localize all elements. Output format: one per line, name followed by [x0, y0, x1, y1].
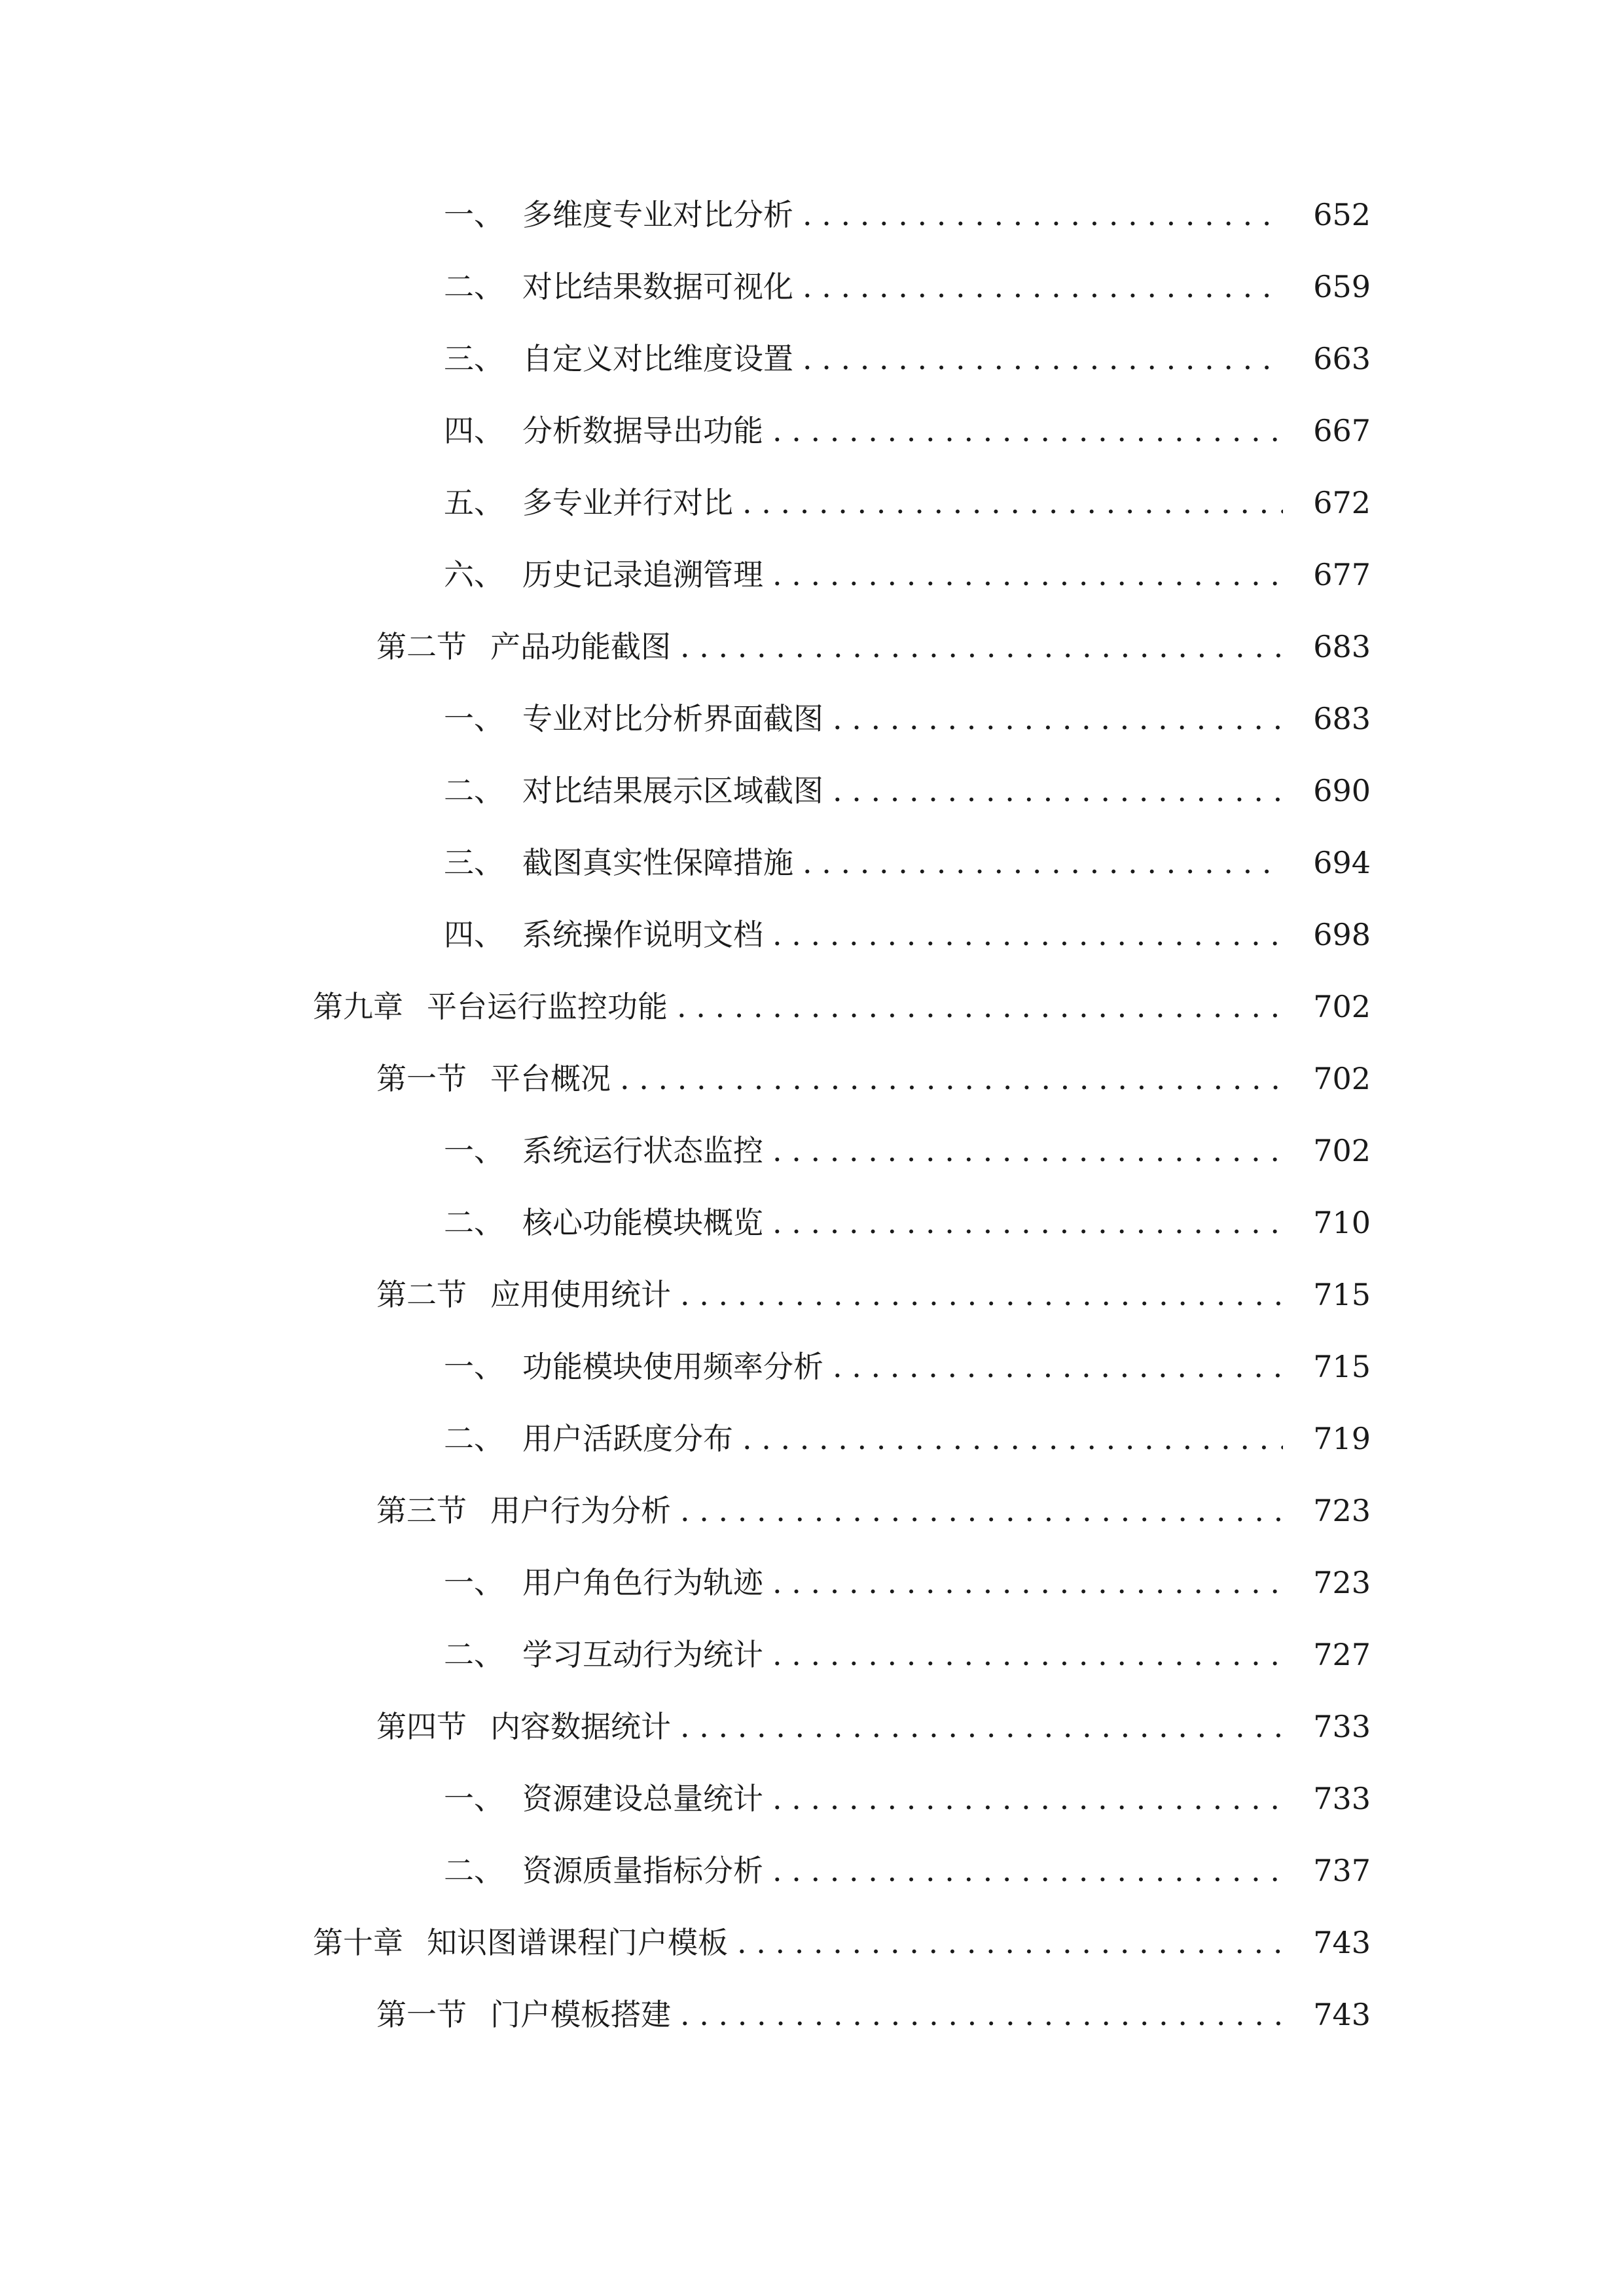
table-of-contents [0, 196, 1624, 2068]
toc-entry-page: 677 [1313, 557, 1371, 592]
toc-entry-number: 二、 [444, 1421, 504, 1456]
toc-entry-label [444, 556, 763, 593]
dot-leader [680, 1492, 1283, 1529]
toc-entry[interactable] [444, 1564, 1371, 1636]
toc-entry-number: 第九章 [313, 989, 403, 1024]
toc-entry[interactable] [444, 1852, 1371, 1924]
toc-entry-page: 672 [1313, 485, 1371, 520]
toc-entry-number: 二、 [444, 1853, 504, 1888]
toc-entry-title: 产品功能截图 [490, 629, 671, 664]
toc-entry-title: 分析数据导出功能 [522, 413, 763, 448]
dot-leader [772, 916, 1283, 953]
toc-entry-title: 知识图谱课程门户模板 [427, 1925, 728, 1960]
toc-entry-number: 第三节 [376, 1493, 467, 1528]
toc-entry-label [444, 484, 733, 521]
toc-entry-number: 一、 [444, 1565, 504, 1600]
toc-entry-label [444, 844, 793, 881]
toc-entry-label [376, 1996, 671, 2033]
toc-entry[interactable] [313, 988, 1371, 1060]
toc-entry-number: 六、 [444, 557, 504, 592]
toc-entry-page: 733 [1313, 1781, 1371, 1816]
toc-entry-label [444, 1780, 763, 1817]
dot-leader [803, 268, 1283, 305]
toc-entry-title: 系统操作说明文档 [522, 917, 763, 952]
toc-entry-title: 系统运行状态监控 [522, 1133, 763, 1168]
dot-leader [833, 772, 1283, 809]
toc-entry-title: 对比结果展示区域截图 [522, 773, 823, 808]
toc-entry-title: 核心功能模块概览 [522, 1205, 763, 1240]
toc-entry-page: 723 [1313, 1565, 1371, 1600]
toc-entry-title: 自定义对比维度设置 [522, 341, 793, 376]
toc-entry-number: 二、 [444, 1637, 504, 1672]
toc-entry-title: 平台运行监控功能 [427, 989, 668, 1024]
toc-entry-title: 截图真实性保障措施 [522, 845, 793, 880]
dot-leader [620, 1060, 1283, 1097]
toc-entry-label [444, 412, 763, 449]
toc-entry-label [376, 1492, 671, 1529]
toc-entry-number: 二、 [444, 1205, 504, 1240]
toc-entry-title: 资源建设总量统计 [522, 1781, 763, 1816]
toc-entry-label [376, 628, 671, 665]
toc-entry-title: 历史记录追溯管理 [522, 557, 763, 592]
dot-leader [772, 1564, 1283, 1601]
dot-leader [680, 628, 1283, 665]
toc-entry-page: 727 [1313, 1637, 1371, 1672]
toc-entry[interactable] [313, 1924, 1371, 1996]
toc-entry-label [444, 700, 823, 737]
toc-entry-number: 第一节 [376, 1997, 467, 2032]
toc-entry-page: 723 [1313, 1493, 1371, 1528]
toc-entry-number: 三、 [444, 845, 504, 880]
toc-entry-number: 一、 [444, 1349, 504, 1384]
toc-entry-number: 二、 [444, 773, 504, 808]
toc-entry[interactable] [444, 700, 1371, 772]
toc-entry-number: 第二节 [376, 1277, 467, 1312]
toc-entry-title: 功能模块使用频率分析 [522, 1349, 823, 1384]
toc-entry[interactable] [444, 1636, 1371, 1708]
toc-entry[interactable] [376, 1708, 1371, 1780]
toc-entry-number: 第一节 [376, 1061, 467, 1096]
toc-entry[interactable] [444, 772, 1371, 844]
toc-entry-page: 702 [1313, 989, 1371, 1024]
dot-leader [772, 556, 1283, 593]
toc-entry-number: 二、 [444, 269, 504, 304]
toc-entry-title: 用户角色行为轨迹 [522, 1565, 763, 1600]
toc-entry-page: 667 [1313, 413, 1371, 448]
dot-leader [803, 340, 1283, 377]
toc-entry-label [444, 1420, 733, 1457]
toc-entry-title: 用户活跃度分布 [522, 1421, 733, 1456]
toc-entry[interactable] [444, 1780, 1371, 1852]
toc-entry-label [444, 1348, 823, 1385]
toc-entry-page: 694 [1313, 845, 1371, 880]
toc-entry-label [444, 916, 763, 953]
dot-leader [772, 1852, 1283, 1889]
dot-leader [680, 1996, 1283, 2033]
toc-entry-number: 一、 [444, 1781, 504, 1816]
toc-entry-title: 学习互动行为统计 [522, 1637, 763, 1672]
toc-entry-label [444, 1204, 763, 1241]
toc-entry-page: 743 [1313, 1997, 1371, 2032]
toc-entry[interactable] [376, 1276, 1371, 1348]
toc-entry-label [444, 340, 793, 377]
toc-entry-label [444, 1132, 763, 1169]
toc-entry-page: 698 [1313, 917, 1371, 952]
toc-entry-number: 一、 [444, 197, 504, 232]
toc-entry[interactable] [444, 1204, 1371, 1276]
toc-entry-label [313, 988, 668, 1025]
dot-leader [742, 484, 1283, 521]
dot-leader [772, 1204, 1283, 1241]
toc-entry[interactable] [444, 844, 1371, 916]
toc-entry-page: 719 [1313, 1421, 1371, 1456]
toc-entry-label [444, 1636, 763, 1673]
toc-entry-number: 第十章 [313, 1925, 403, 1960]
toc-entry[interactable] [444, 556, 1371, 628]
toc-entry-title: 门户模板搭建 [490, 1997, 671, 2032]
dot-leader [772, 1636, 1283, 1673]
toc-entry-label [444, 1564, 763, 1601]
toc-entry-page: 737 [1313, 1853, 1371, 1888]
toc-entry-label [376, 1708, 671, 1745]
dot-leader [803, 844, 1283, 881]
dot-leader [833, 700, 1283, 737]
toc-entry-title: 平台概况 [490, 1061, 611, 1096]
toc-entry-number: 第二节 [376, 629, 467, 664]
toc-entry-page: 659 [1313, 269, 1371, 304]
toc-entry-number: 一、 [444, 1133, 504, 1168]
toc-entry-page: 743 [1313, 1925, 1371, 1960]
toc-entry-label [444, 268, 793, 305]
toc-entry-number: 四、 [444, 917, 504, 952]
toc-entry[interactable] [444, 1348, 1371, 1420]
toc-entry[interactable] [444, 484, 1371, 556]
dot-leader [742, 1420, 1283, 1457]
toc-entry-page: 710 [1313, 1205, 1371, 1240]
dot-leader [833, 1348, 1283, 1385]
toc-entry-number: 一、 [444, 701, 504, 736]
toc-entry[interactable] [376, 628, 1371, 700]
dot-leader [677, 988, 1283, 1025]
toc-entry-label [376, 1060, 611, 1097]
toc-entry-title: 对比结果数据可视化 [522, 269, 793, 304]
dot-leader [772, 1132, 1283, 1169]
toc-entry-number: 五、 [444, 485, 504, 520]
toc-entry[interactable] [444, 412, 1371, 484]
toc-entry-page: 690 [1313, 773, 1371, 808]
toc-entry[interactable] [444, 196, 1371, 268]
toc-entry-page: 715 [1313, 1277, 1371, 1312]
toc-entry-title: 内容数据统计 [490, 1709, 671, 1744]
toc-entry-title: 多专业并行对比 [522, 485, 733, 520]
toc-entry-number: 第四节 [376, 1709, 467, 1744]
toc-entry[interactable] [444, 340, 1371, 412]
toc-entry-title: 资源质量指标分析 [522, 1853, 763, 1888]
toc-entry[interactable] [376, 1996, 1371, 2068]
toc-entry-page: 663 [1313, 341, 1371, 376]
toc-entry[interactable] [444, 916, 1371, 988]
toc-entry-page: 702 [1313, 1061, 1371, 1096]
dot-leader [680, 1276, 1283, 1313]
toc-entry[interactable] [444, 1132, 1371, 1204]
toc-entry-label [444, 772, 823, 809]
toc-entry-page: 702 [1313, 1133, 1371, 1168]
dot-leader [772, 1780, 1283, 1817]
toc-entry-page: 652 [1313, 197, 1371, 232]
toc-entry-page: 683 [1313, 701, 1371, 736]
toc-entry-title: 专业对比分析界面截图 [522, 701, 823, 736]
toc-entry-page: 715 [1313, 1349, 1371, 1384]
toc-entry-number: 三、 [444, 341, 504, 376]
toc-entry-title: 应用使用统计 [490, 1277, 671, 1312]
toc-entry-label [376, 1276, 671, 1313]
toc-entry-number: 四、 [444, 413, 504, 448]
toc-entry[interactable] [444, 268, 1371, 340]
toc-entry-label [313, 1924, 728, 1961]
toc-entry-title: 多维度专业对比分析 [522, 197, 793, 232]
dot-leader [737, 1924, 1283, 1961]
toc-entry-page: 733 [1313, 1709, 1371, 1744]
toc-entry-label [444, 1852, 763, 1889]
dot-leader [680, 1708, 1283, 1745]
toc-entry-label [444, 196, 793, 233]
toc-entry-page: 683 [1313, 629, 1371, 664]
toc-entry-title: 用户行为分析 [490, 1493, 671, 1528]
toc-entry[interactable] [444, 1420, 1371, 1492]
toc-entry[interactable] [376, 1492, 1371, 1564]
dot-leader [772, 412, 1283, 449]
dot-leader [803, 196, 1283, 233]
toc-entry[interactable] [376, 1060, 1371, 1132]
